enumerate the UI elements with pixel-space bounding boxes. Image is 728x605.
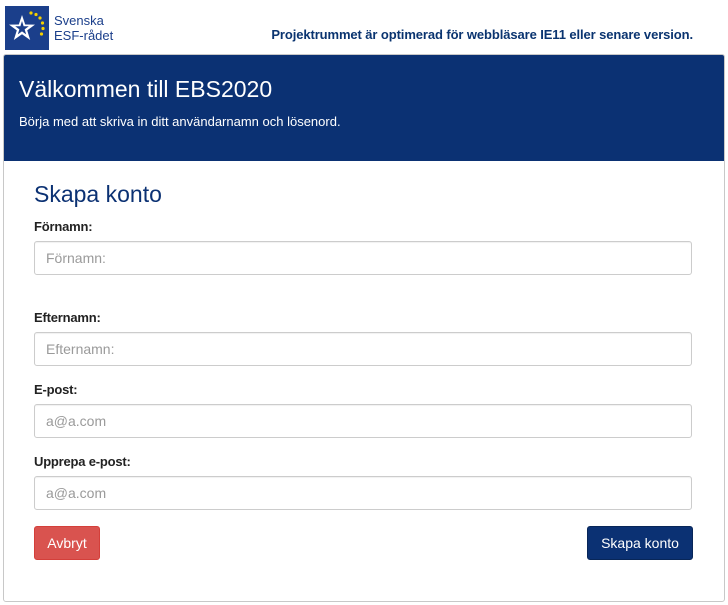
welcome-subtitle: Börja med att skriva in ditt användarnamn och lösenord. — [19, 114, 341, 129]
welcome-banner — [4, 55, 724, 161]
form-actions — [34, 526, 693, 560]
email-group — [34, 382, 693, 438]
create-account-button[interactable]: Skapa konto — [587, 526, 693, 560]
lastname-label: Efternamn: — [34, 310, 101, 325]
firstname-input[interactable] — [34, 241, 692, 275]
welcome-title: Välkommen till EBS2020 — [19, 76, 273, 102]
lastname-group — [34, 310, 693, 366]
email-repeat-group — [34, 454, 693, 510]
logo-text — [54, 13, 113, 43]
form-title: Skapa konto — [34, 181, 162, 207]
email-repeat-label: Upprepa e-post: — [34, 454, 131, 469]
browser-notice: Projektrummet är optimerad för webbläsare IE11 eller senare version. — [271, 27, 693, 42]
firstname-group — [34, 219, 693, 275]
logo-line-2: ESF-rådet — [54, 28, 114, 43]
email-label: E-post: — [34, 382, 78, 397]
logo-line-1: Svenska — [54, 13, 104, 28]
email-input[interactable] — [34, 404, 692, 438]
firstname-label: Förnamn: — [34, 219, 93, 234]
lastname-input[interactable] — [34, 332, 692, 366]
cancel-button[interactable]: Avbryt — [34, 526, 100, 560]
top-header — [0, 0, 728, 54]
create-account-form — [4, 161, 724, 560]
main-panel — [3, 54, 725, 602]
esf-logo[interactable] — [5, 4, 114, 52]
email-repeat-input[interactable] — [34, 476, 692, 510]
esf-star-logo-icon — [5, 6, 49, 50]
